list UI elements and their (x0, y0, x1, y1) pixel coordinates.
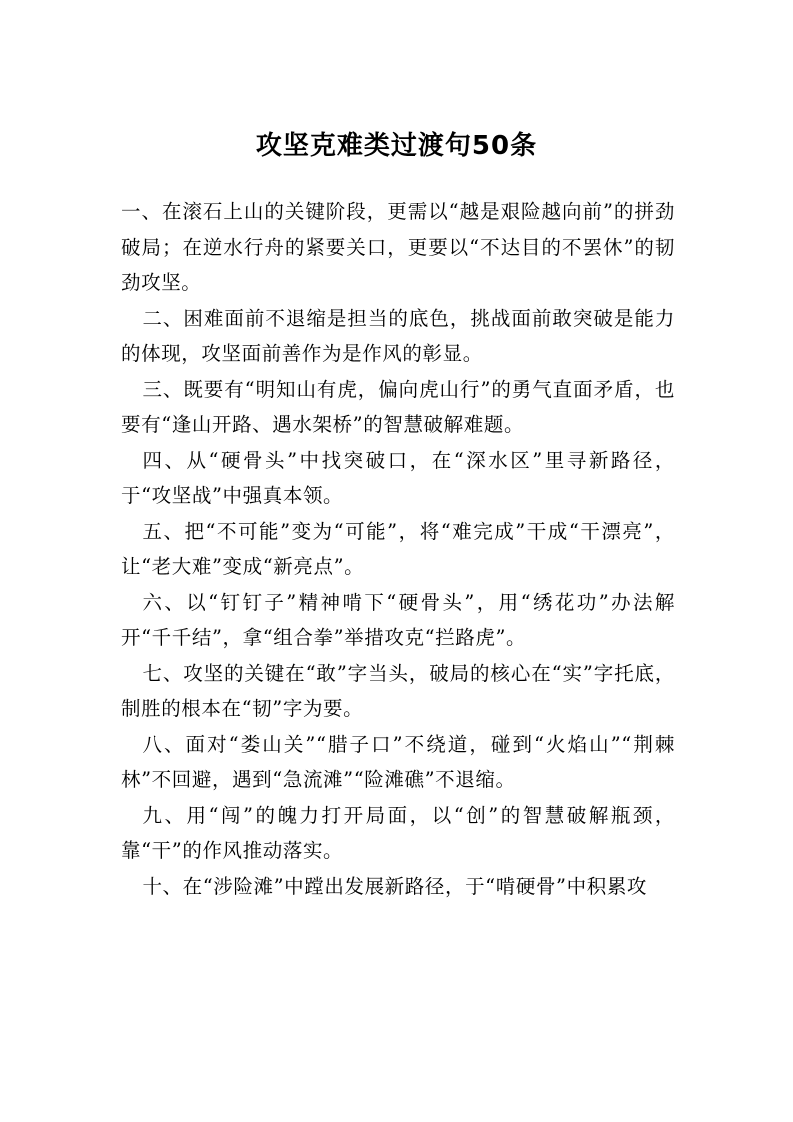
paragraph-8: 八、面对“娄山关”“腊子口”不绕道，碰到“火焰山”“荆棘林”不回避，遇到“急流滩”“险滩礁”不退缩。 (121, 732, 675, 791)
document-title: 攻坚克难类过渡句50条 (255, 131, 538, 161)
paragraph-6: 六、以“钉钉子”精神啃下“硬骨头”，用“绣花功”办法解开“千千结”，拿“组合拳”举措攻克“拦路虎”。 (121, 590, 675, 649)
paragraph-10: 十、在“涉险滩”中蹚出发展新路径，于“啃硬骨”中积累攻 (142, 874, 648, 898)
document-body (121, 194, 675, 904)
paragraph-7: 七、攻坚的关键在“敢”字当头，破局的核心在“实”字托底，制胜的根本在“韧”字为要。 (121, 661, 675, 720)
paragraph-1: 一、在滚石上山的关键阶段，更需以“越是艰险越向前”的拼劲破局；在逆水行舟的紧要关口，更要以“不达目的不罢休”的韧劲攻坚。 (121, 200, 675, 294)
paragraph-4: 四、从“硬骨头”中找突破口，在“深水区”里寻新路径，于“攻坚战”中强真本领。 (121, 448, 675, 507)
paragraph-9: 九、用“闯”的魄力打开局面，以“创”的智慧破解瓶颈，靠“干”的作风推动落实。 (121, 803, 675, 862)
paragraph-3: 三、既要有“明知山有虎，偏向虎山行”的勇气直面矛盾，也要有“逢山开路、遇水架桥”的智慧破解难题。 (121, 377, 675, 436)
paragraph-2: 二、困难面前不退缩是担当的底色，挑战面前敢突破是能力的体现，攻坚面前善作为是作风的彰显。 (121, 306, 675, 365)
paragraph-5: 五、把“不可能”变为“可能”，将“难完成”干成“干漂亮”，让“老大难”变成“新亮点”。 (121, 519, 675, 578)
